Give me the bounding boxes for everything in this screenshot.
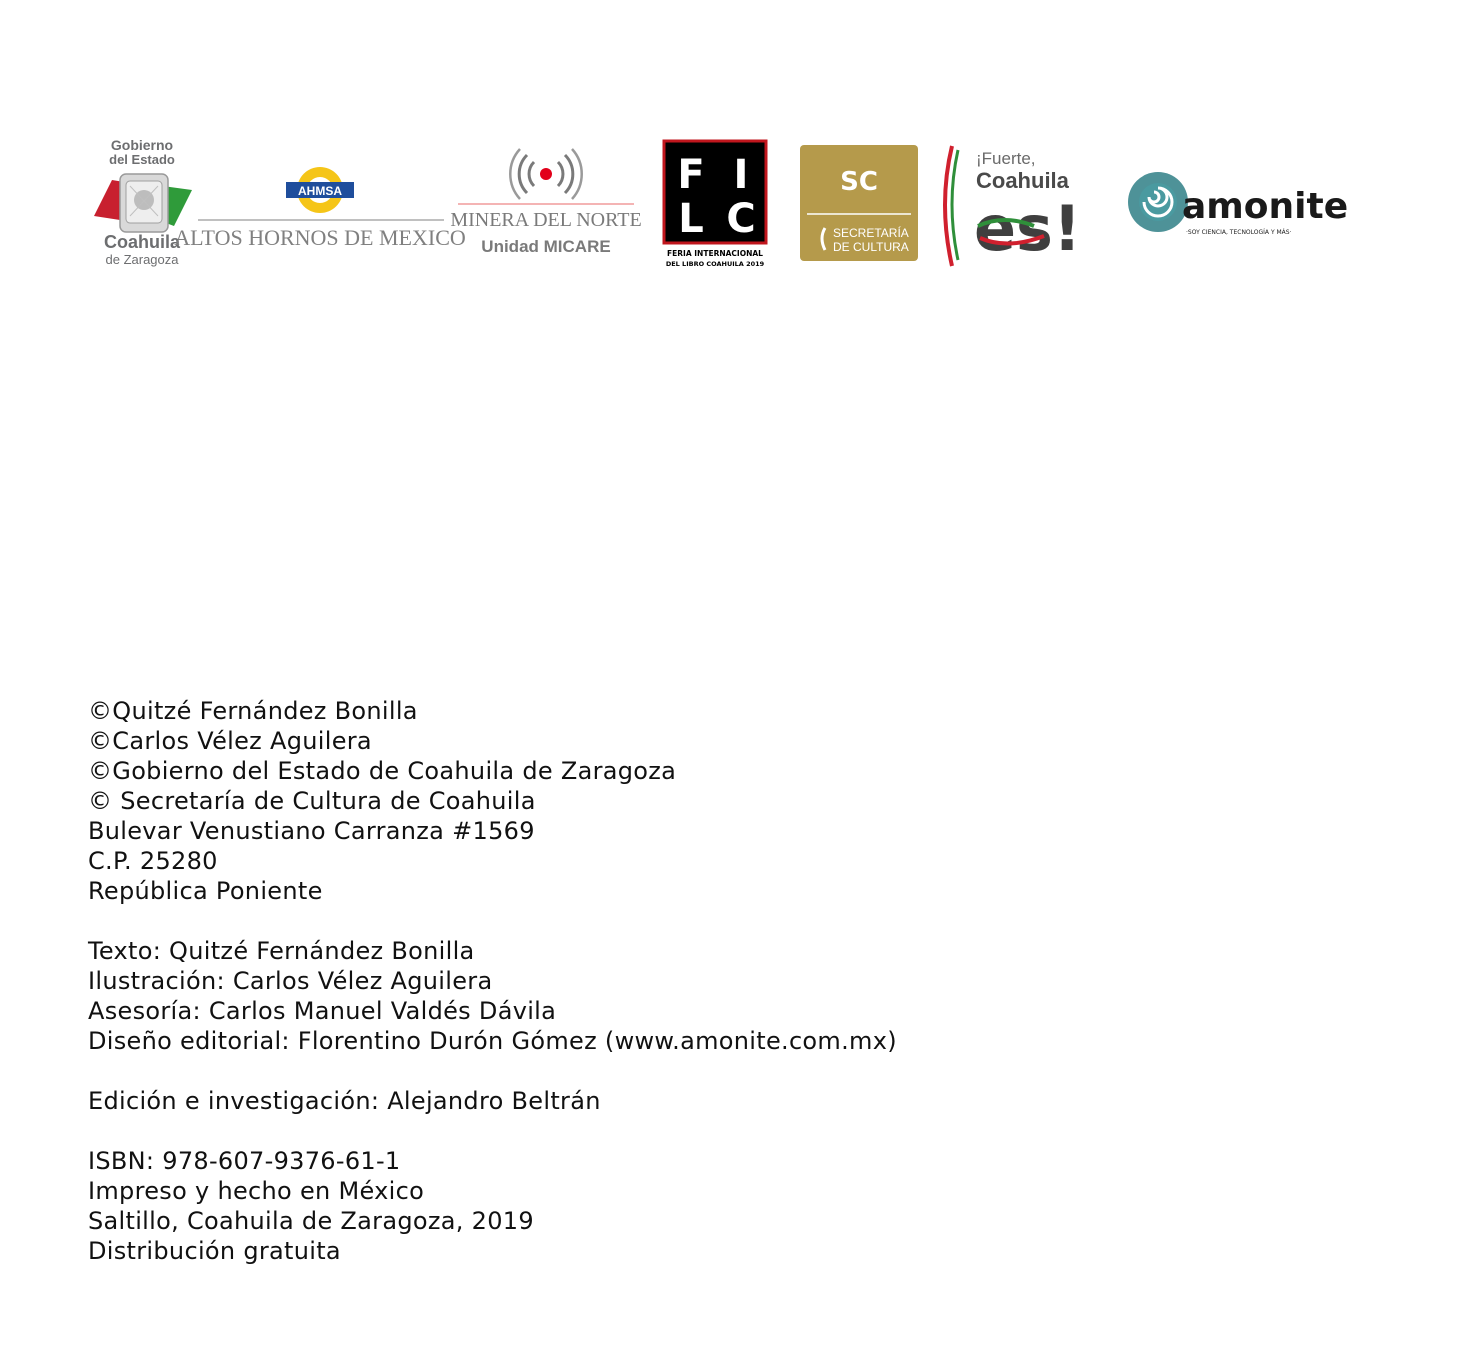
gobierno-line1: Gobierno	[110, 137, 174, 153]
credit-line: Saltillo, Coahuila de Zaragoza, 2019	[88, 1207, 534, 1235]
credit-line: C.P. 25280	[88, 847, 218, 875]
spacer	[88, 906, 1088, 936]
edition-section	[88, 1086, 1088, 1116]
credit-line: ©Quitzé Fernández Bonilla	[88, 697, 418, 725]
filc-logo	[663, 140, 769, 268]
filc-letter-f: F	[677, 152, 705, 198]
credit-line: Texto: Quitzé Fernández Bonilla	[88, 937, 475, 965]
fuerte-line2: Coahuila	[976, 168, 1069, 193]
secretaria-cultura-logo	[799, 144, 919, 262]
amonite-name: amonite	[1182, 186, 1349, 227]
filc-caption-2: DEL LIBRO COAHUILA 2019	[665, 260, 765, 268]
filc-letter-l: L	[678, 196, 704, 242]
sc-caption-1: SECRETARÍA	[833, 226, 909, 240]
amonite-logo	[1122, 168, 1349, 240]
fuerte-coahuila-logo	[944, 142, 1100, 270]
credit-line: Bulevar Venustiano Carranza #1569	[88, 817, 535, 845]
ammonite-spiral-icon	[1128, 172, 1188, 232]
gobierno-line3: Coahuila	[103, 232, 181, 252]
logo-bar	[0, 0, 1477, 300]
isbn-line: ISBN: 978-607-9376-61-1	[88, 1147, 401, 1175]
amonite-tagline: ·SOY CIENCIA, TECNOLOGÍA Y MÁS·	[1186, 229, 1292, 236]
fuerte-big: es!	[974, 192, 1082, 265]
staff-section	[88, 936, 1088, 1056]
credit-line: ©Gobierno del Estado de Coahuila de Zaragoza	[88, 757, 677, 785]
spacer	[88, 1116, 1088, 1146]
spacer	[88, 1056, 1088, 1086]
sc-caption-2: DE CULTURA	[833, 240, 909, 254]
filc-letter-i: I	[733, 152, 749, 198]
credit-line: República Poniente	[88, 877, 323, 905]
fuerte-green-arc	[952, 150, 958, 260]
copyright-section	[88, 696, 1088, 906]
gobierno-line2: del Estado	[109, 152, 175, 167]
credit-line: Ilustración: Carlos Vélez Aguilera	[88, 967, 493, 995]
fuerte-line1: ¡Fuerte,	[976, 149, 1036, 168]
ahmsa-badge-text: AHMSA	[298, 184, 342, 198]
broadcast-signal-icon	[510, 149, 581, 199]
coat-of-arms-icon	[120, 174, 168, 232]
credit-line: Asesoría: Carlos Manuel Valdés Dávila	[88, 997, 557, 1025]
filc-letter-c: C	[726, 196, 756, 242]
credit-line: Diseño editorial: Florentino Durón Gómez (www.amonite.com.mx)	[88, 1027, 897, 1055]
credits-block	[88, 696, 1088, 1266]
sc-initials: SC	[840, 167, 878, 197]
credit-line: © Secretaría de Cultura de Coahuila	[88, 787, 536, 815]
minera-line1: MINERA DEL NORTE	[450, 209, 642, 231]
minera-del-norte-logo	[450, 148, 642, 260]
credit-line: ©Carlos Vélez Aguilera	[88, 727, 372, 755]
credit-line: Edición e investigación: Alejandro Beltrán	[88, 1087, 601, 1115]
gobierno-line4: de Zaragoza	[105, 252, 179, 267]
credit-line: Impreso y hecho en México	[88, 1177, 425, 1205]
minera-line2: Unidad MICARE	[481, 237, 611, 256]
publication-section	[88, 1146, 1088, 1266]
credit-line: Distribución gratuita	[88, 1237, 341, 1265]
ahmsa-name: ALTOS HORNOS DE MEXICO	[174, 225, 466, 250]
ahmsa-logo	[174, 160, 466, 252]
filc-caption-1: FERIA INTERNACIONAL	[667, 249, 763, 258]
